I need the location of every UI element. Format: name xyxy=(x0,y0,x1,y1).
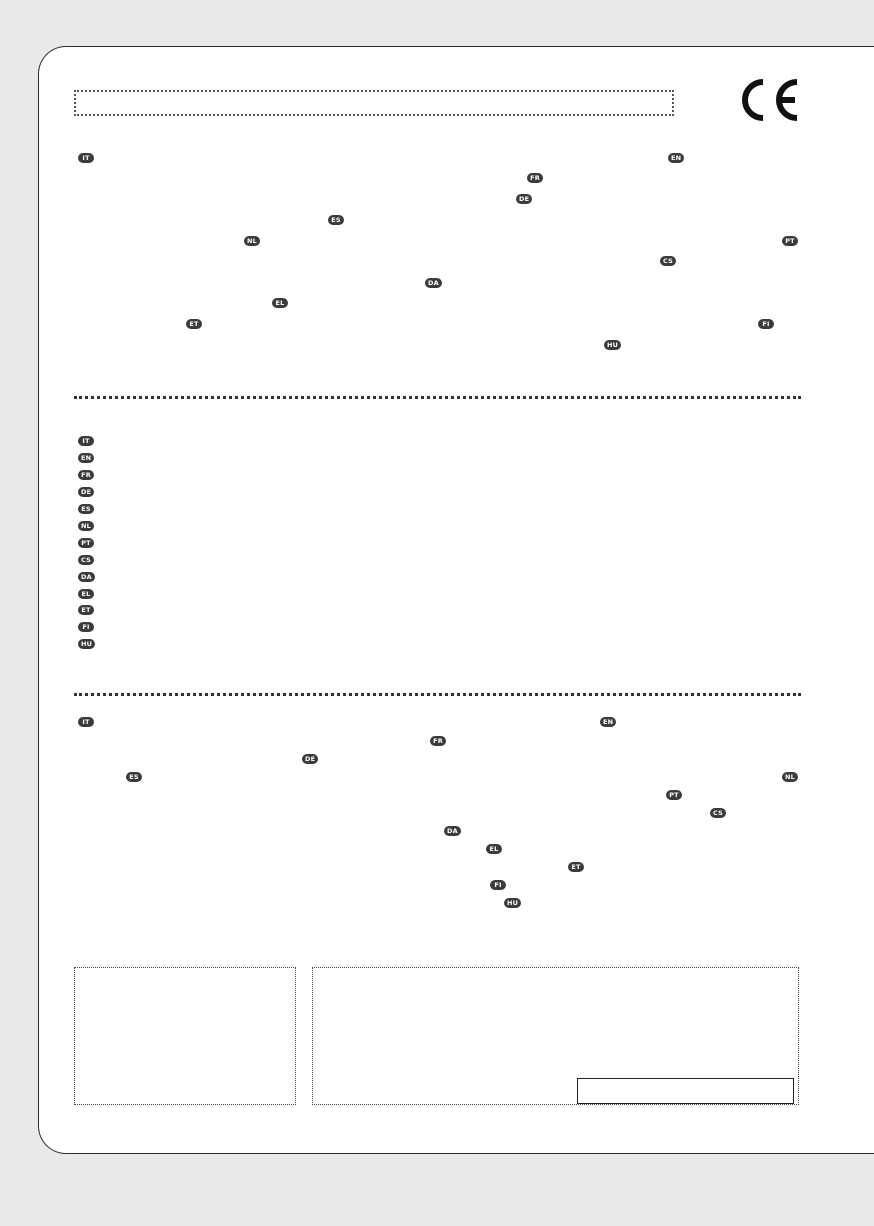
lang-badge-hu: HU xyxy=(604,340,621,350)
lang-badge-fi: FI xyxy=(758,319,774,329)
lang-badge-fr: FR xyxy=(78,470,94,480)
dotted-divider xyxy=(74,396,801,399)
lang-badge-pt: PT xyxy=(666,790,682,800)
lang-badge-cs: CS xyxy=(660,256,676,266)
lang-badge-it: IT xyxy=(78,717,94,727)
ce-mark-icon xyxy=(735,76,803,124)
dotted-divider xyxy=(74,693,801,696)
lang-badge-da: DA xyxy=(444,826,461,836)
lang-badge-nl: NL xyxy=(782,772,798,782)
lang-badge-nl: NL xyxy=(244,236,260,246)
lang-badge-es: ES xyxy=(328,215,344,225)
lang-badge-pt: PT xyxy=(78,538,94,548)
lang-badge-en: EN xyxy=(78,453,94,463)
lang-badge-es: ES xyxy=(126,772,142,782)
signature-field xyxy=(577,1078,794,1104)
lang-badge-fi: FI xyxy=(490,880,506,890)
lang-badge-et: ET xyxy=(78,605,94,615)
lang-badge-da: DA xyxy=(78,572,95,582)
lang-badge-et: ET xyxy=(186,319,202,329)
lang-badge-fr: FR xyxy=(430,736,446,746)
lang-badge-el: EL xyxy=(272,298,288,308)
lang-badge-it: IT xyxy=(78,153,94,163)
lang-badge-en: EN xyxy=(668,153,684,163)
lang-badge-es: ES xyxy=(78,504,94,514)
lang-badge-hu: HU xyxy=(504,898,521,908)
lang-badge-nl: NL xyxy=(78,521,94,531)
lang-badge-et: ET xyxy=(568,862,584,872)
title-field xyxy=(74,90,674,116)
lang-badge-de: DE xyxy=(516,194,532,204)
lang-badge-cs: CS xyxy=(78,555,94,565)
lang-badge-el: EL xyxy=(78,589,94,599)
lang-badge-hu: HU xyxy=(78,639,95,649)
lang-badge-de: DE xyxy=(302,754,318,764)
lang-badge-fr: FR xyxy=(527,173,543,183)
stamp-box xyxy=(74,967,296,1105)
lang-badge-pt: PT xyxy=(782,236,798,246)
lang-badge-da: DA xyxy=(425,278,442,288)
lang-badge-fi: FI xyxy=(78,622,94,632)
lang-badge-en: EN xyxy=(600,717,616,727)
lang-badge-el: EL xyxy=(486,844,502,854)
lang-badge-it: IT xyxy=(78,436,94,446)
lang-badge-cs: CS xyxy=(710,808,726,818)
lang-badge-de: DE xyxy=(78,487,94,497)
